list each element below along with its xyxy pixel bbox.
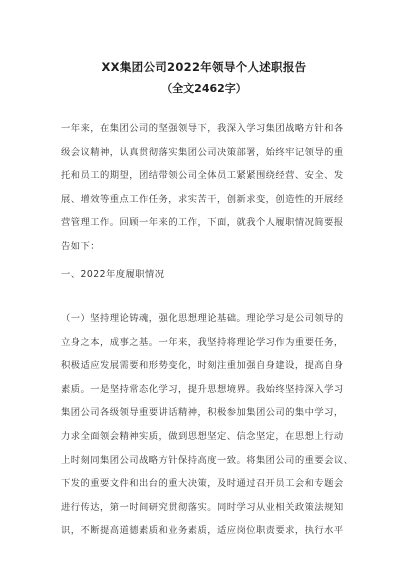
text-line: 集团公司各级领导重要讲话精神，积极参加集团公司的集中学习， — [61, 407, 344, 419]
text-line: 进行传达，第一时间研究贯彻落实。同时学习从业相关政策法规知 — [61, 501, 344, 513]
text-line: 告如下： — [61, 240, 100, 252]
document-title: XX集团公司2022年领导个人述职报告 — [101, 60, 307, 74]
text-line: 识，不断提高道德素质和业务素质，适应岗位职责要求，执行水平 — [61, 525, 344, 537]
section-heading: 一、2022年度履职情况 — [61, 269, 165, 280]
text-line: 托和员工的期望，团结带领公司全体员工紧紧围绕经营、安全、发 — [61, 170, 344, 182]
text-line: 积极适应发展需要和形势变化，时刻注重加强自身建设，提高自身 — [61, 360, 344, 372]
text-line: 上时刻同集团公司战略方针保持高度一致。将集团公司的重要会议、 — [61, 454, 354, 466]
text-line: 营管理工作。回顾一年来的工作，下面，就我个人履职情况简要报 — [61, 217, 344, 229]
text-line: 立身之本，成事之基。一年来，我坚持将理论学习作为重要任务， — [61, 336, 344, 348]
text-line: 一年来，在集团公司的坚强领导下，我深入学习集团战略方针和各 — [61, 123, 344, 134]
text-line: 下发的重要文件和出台的重大决策，及时通过召开员工会和专题会 — [61, 478, 344, 490]
text-line: 素质。一是坚持常态化学习，提升思想境界。我始终坚持深入学习 — [61, 383, 344, 395]
intro-paragraph — [61, 117, 357, 259]
document-subtitle: （全文2462字） — [161, 82, 247, 95]
text-line: 级会议精神，认真贯彻落实集团公司决策部署，始终牢记领导的重 — [61, 146, 344, 158]
body-paragraph — [61, 307, 357, 543]
text-line: 展、增效等重点工作任务，求实苦干，创新求变，创造性的开展经 — [61, 193, 344, 205]
text-line: （一）坚持理论铸魂，强化思想理论基础。理论学习是公司领导的 — [61, 313, 344, 324]
text-line: 力求全面领会精神实质，做到思想坚定、信念坚定，在思想上行动 — [61, 430, 344, 442]
